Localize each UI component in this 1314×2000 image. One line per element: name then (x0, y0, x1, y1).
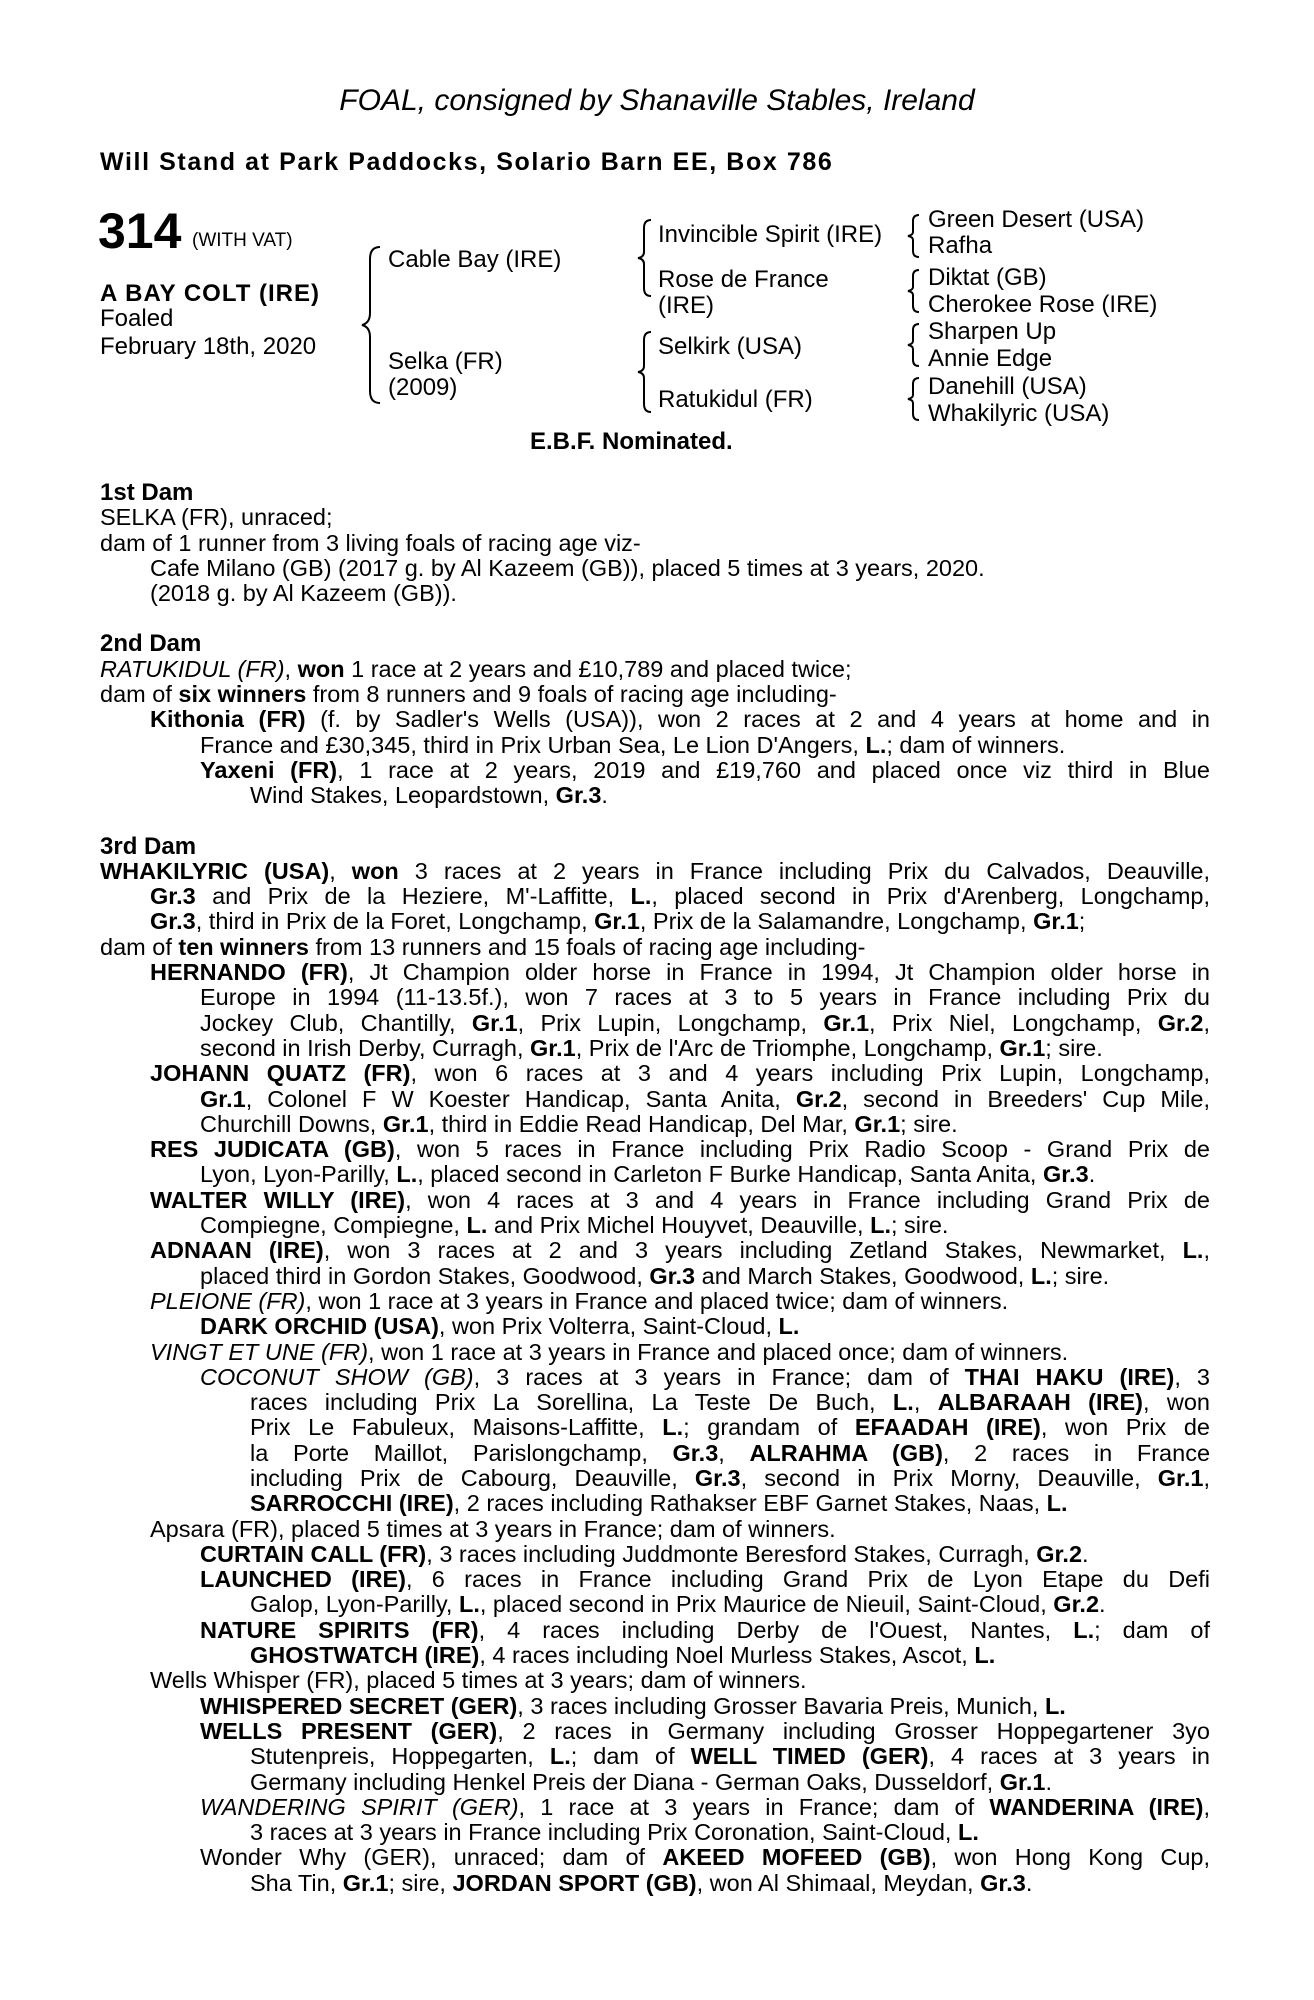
race-grade: Gr.1 (999, 1034, 1046, 1061)
record-text: Jockey Club, Chantilly, (200, 1009, 472, 1036)
record-text: Compiegne, Compiegne, (200, 1212, 467, 1239)
record-line (100, 1137, 1210, 1162)
race-grade: L. (778, 1313, 800, 1340)
record-text: , Prix de l'Arc de Triomphe, Longchamp, (575, 1034, 1000, 1061)
race-grade: Gr.1 (342, 1869, 389, 1896)
record-line (100, 1770, 1210, 1795)
record-text: and Prix Michel Houyvet, Deauville, (487, 1212, 871, 1239)
horse-name: WANDERINA (IRE) (989, 1793, 1204, 1820)
record-text: Germany including Henkel Preis der Diana - German Oaks, Dusseldorf, (250, 1768, 1000, 1795)
record-text: , 3 races including Juddmonte Beresford Stakes, Curragh, (426, 1540, 1037, 1567)
race-grade: Gr.1 (1033, 908, 1079, 935)
horse-name: AKEED MOFEED (GB) (662, 1844, 931, 1871)
horse-name: JORDAN SPORT (GB) (452, 1869, 697, 1896)
record-line (100, 1340, 1210, 1365)
record-text: , placed second in Carleton F Burke Handicap, Santa Anita, (417, 1161, 1043, 1188)
pedigree-dam-dam: Ratukidul (FR) (658, 386, 813, 413)
record-text: la Porte Maillot, Parislongchamp, (250, 1439, 673, 1466)
race-grade: L. (662, 1414, 684, 1441)
pedigree-brace-sire (636, 218, 654, 298)
race-grade: won (297, 655, 345, 682)
record-text: Wonder Why (GER), unraced; dam of (200, 1844, 663, 1871)
record-text: , 2 races including Rathakser EBF Garnet Stakes, Naas, (453, 1490, 1047, 1517)
record-text: including Prix de Cabourg, Deauville, (250, 1464, 695, 1491)
pedigree-sire-sire: Invincible Spirit (IRE) (658, 221, 883, 248)
record-text: ; dam of (1094, 1616, 1210, 1643)
record-line (100, 1795, 1210, 1820)
race-grade: Gr.1 (823, 1009, 870, 1036)
race-grade: L. (870, 1212, 891, 1239)
record-line (100, 960, 1210, 985)
horse-name: WHAKILYRIC (USA) (100, 857, 330, 884)
record-text: , (329, 857, 352, 884)
record-text: , won Hong Kong Cup, (930, 1844, 1210, 1871)
race-grade: Gr.1 (999, 1768, 1046, 1795)
horse-name: ALBARAAH (IRE) (937, 1389, 1144, 1416)
race-grade: L. (1046, 1490, 1068, 1517)
record-text: . (1025, 1869, 1033, 1896)
record-text: ; sire, (388, 1869, 453, 1896)
record-line (100, 1618, 1210, 1643)
record-line (100, 1415, 1210, 1440)
race-grade: won (351, 857, 399, 884)
record-text: placed third in Gordon Stakes, Goodwood, (200, 1262, 650, 1289)
record-line (100, 1694, 1210, 1719)
lot-number: 314 (98, 203, 182, 259)
pedigree-brace-gen3-1 (906, 213, 922, 259)
pedigree-dam-sire: Selkirk (USA) (658, 333, 803, 360)
horse-description: A BAY COLT (IRE) (100, 280, 321, 307)
record-text: 1 race at 2 years and £10,789 and placed twice; (344, 655, 852, 682)
record-text: PLEIONE (FR) (150, 1287, 306, 1314)
section-gap (100, 606, 1210, 631)
record-line (100, 1668, 1210, 1693)
record-line (100, 657, 1210, 682)
record-text: Lyon, Lyon-Parilly, (200, 1161, 397, 1188)
record-text: 3 races at 2 years in France including Prix du Calvados, Deauville, (398, 857, 1211, 884)
record-text: WANDERING SPIRIT (GER) (200, 1793, 519, 1820)
record-text: Galop, Lyon-Parilly, (250, 1591, 459, 1618)
record-text: , Prix de la Salamandre, Longchamp, (639, 908, 1034, 935)
horse-name: SARROCCHI (IRE) (250, 1490, 454, 1517)
record-text: , Jt Champion older horse in France in 1994, Jt Champion older horse in (347, 959, 1211, 986)
record-line (100, 1365, 1210, 1390)
record-line (100, 1188, 1210, 1213)
record-text: ; sire. (900, 1110, 958, 1137)
record-text: Churchill Downs, (200, 1110, 383, 1137)
record-text: dam of 1 runner from 3 living foals of racing age viz- (100, 529, 641, 556)
horse-name: THAI HAKU (IRE) (964, 1363, 1175, 1390)
record-text: , won 3 races at 2 and 3 years including Zetland Stakes, Newmarket, (323, 1237, 1183, 1264)
foaled-label: Foaled (100, 305, 174, 332)
pedigree-gen3-dss: Sharpen Up (928, 318, 1057, 345)
race-grade: Gr.2 (795, 1085, 842, 1112)
horse-name: CURTAIN CALL (FR) (200, 1540, 427, 1567)
record-text: Prix Le Fabuleux, Maisons-Laffitte, (250, 1414, 663, 1441)
record-line (100, 581, 1210, 606)
record-line (100, 531, 1210, 556)
stand-location: Will Stand at Park Paddocks, Solario Barn EE, Box 786 (100, 148, 834, 176)
race-grade: Gr.3 (555, 782, 602, 809)
record-text: , 2 races in Germany including Grosser Hoppegartener 3yo (497, 1717, 1210, 1744)
record-line (100, 758, 1210, 783)
record-text: , 1 race at 2 years, 2019 and £19,760 and placed once viz third in Blue (337, 756, 1210, 783)
record-line (100, 1238, 1210, 1263)
record-text: COCONUT SHOW (GB) (200, 1363, 474, 1390)
record-text: (2018 g. by Al Kazeem (GB)). (150, 580, 457, 607)
race-grade: L. (549, 1743, 571, 1770)
horse-name: WHISPERED SECRET (GER) (200, 1692, 518, 1719)
horse-name: GHOSTWATCH (IRE) (250, 1642, 480, 1669)
record-text: , (1203, 1464, 1210, 1491)
race-grade: L. (630, 883, 652, 910)
horse-name: ALRAHMA (GB) (749, 1439, 943, 1466)
record-line (100, 909, 1210, 934)
record-line (100, 1011, 1210, 1036)
record-text: Sha Tin, (250, 1869, 343, 1896)
pedigree-brace-gen3-3 (906, 322, 922, 368)
dam-heading: 2nd Dam (100, 630, 202, 658)
record-line (100, 884, 1210, 909)
record-text: Europe in 1994 (11-13.5f.), won 7 races at 3 to 5 years in France including Prix du (200, 984, 1210, 1011)
record-line (100, 1820, 1210, 1845)
pedigree-dam: Selka (FR) (388, 348, 503, 375)
record-text: , third in Eddie Read Handicap, Del Mar, (428, 1110, 855, 1137)
race-grade: Gr.3 (1042, 1161, 1089, 1188)
race-grade: Gr.3 (150, 908, 196, 935)
produce-record (100, 480, 1210, 1896)
race-grade: Gr.3 (150, 883, 196, 910)
record-text: , 4 races including Noel Murless Stakes, Ascot, (479, 1642, 975, 1669)
dam-heading: 1st Dam (100, 479, 194, 506)
race-grade: L. (892, 1389, 914, 1416)
record-text: ; dam of winners. (886, 731, 1066, 758)
record-text: Wells Whisper (FR), placed 5 times at 3 years; dam of winners. (150, 1667, 807, 1694)
record-text: . (1082, 1540, 1089, 1567)
pedigree-gen3-sds: Diktat (GB) (928, 264, 1047, 291)
record-text: , placed second in Prix Maurice de Nieuil, Saint-Cloud, (479, 1591, 1054, 1618)
section-gap (100, 809, 1210, 834)
record-line (100, 682, 1210, 707)
record-line (100, 1162, 1210, 1187)
pedigree-gen3-dds: Danehill (USA) (928, 373, 1087, 400)
record-text: ; (1078, 908, 1086, 935)
record-text: . (1088, 1161, 1096, 1188)
race-grade: ten winners (178, 933, 309, 960)
record-text: , (1203, 1237, 1210, 1264)
record-text: Wind Stakes, Leopardstown, (250, 782, 556, 809)
record-line (100, 505, 1210, 530)
pedigree-gen3-sdd: Cherokee Rose (IRE) (928, 291, 1158, 318)
record-text: from 13 runners and 15 foals of racing age including- (308, 933, 866, 960)
record-line (100, 1289, 1210, 1314)
record-text: , (1203, 1009, 1210, 1036)
record-text: , 3 (1174, 1363, 1210, 1390)
record-text: , won (1143, 1389, 1210, 1416)
record-line (100, 1264, 1210, 1289)
race-grade: Gr.3 (980, 1869, 1026, 1896)
record-text: , 1 race at 3 years in France; dam of (518, 1793, 990, 1820)
record-text: , won Al Shimaal, Meydan, (696, 1869, 981, 1896)
record-text: , won Prix de (1040, 1414, 1210, 1441)
record-text: . (1045, 1768, 1052, 1795)
record-text: , (1203, 1793, 1210, 1820)
record-text: , won Prix Volterra, Saint-Cloud, (438, 1313, 779, 1340)
record-text: dam of (100, 933, 179, 960)
record-line (100, 783, 1210, 808)
record-text: , second in Prix Morny, Deauville, (740, 1464, 1158, 1491)
record-text: , 4 races at 3 years in (928, 1743, 1210, 1770)
pedigree-sire: Cable Bay (IRE) (388, 246, 562, 273)
record-text: , 3 races including Grosser Bavaria Preis, Munich, (517, 1692, 1045, 1719)
race-grade: L. (974, 1642, 996, 1669)
record-line (100, 1542, 1210, 1567)
record-text: 3 races at 3 years in France including Prix Coronation, Saint-Cloud, (250, 1819, 958, 1846)
record-text: , third in Prix de la Foret, Longchamp, (195, 908, 595, 935)
dam-heading: 3rd Dam (100, 832, 197, 860)
record-text: second in Irish Derby, Curragh, (200, 1034, 531, 1061)
record-line (100, 859, 1210, 884)
race-grade: Gr.1 (594, 908, 640, 935)
pedigree-gen3-ddd: Whakilyric (USA) (928, 400, 1110, 427)
horse-name: HERNANDO (FR) (150, 959, 348, 986)
ebf-nomination: E.B.F. Nominated. (530, 428, 733, 455)
record-text: , (913, 1389, 938, 1416)
record-text: RATUKIDUL (FR) (100, 655, 285, 682)
race-grade: L. (396, 1161, 418, 1188)
record-text: Stutenpreis, Hoppegarten, (250, 1743, 550, 1770)
record-text: and Prix de la Heziere, M'-Laffitte, (195, 883, 631, 910)
record-line (100, 1213, 1210, 1238)
record-line (100, 1491, 1210, 1516)
record-text: , won 4 races at 3 and 4 years in France including Grand Prix de (405, 1186, 1210, 1213)
pedigree-gen3-dsd: Annie Edge (928, 345, 1053, 372)
record-text: VINGT ET UNE (FR) (150, 1338, 369, 1365)
record-line (100, 733, 1210, 758)
vat-note: (WITH VAT) (192, 230, 293, 251)
record-line (100, 1087, 1210, 1112)
record-text: , 3 races at 3 years in France; dam of (473, 1363, 965, 1390)
pedigree-gen3-sss: Green Desert (USA) (928, 206, 1145, 233)
record-line (100, 1871, 1210, 1896)
race-grade: Gr.3 (649, 1262, 696, 1289)
race-grade: six winners (178, 681, 307, 708)
pedigree-brace-gen1 (360, 245, 384, 405)
record-line (100, 1517, 1210, 1542)
record-text: dam of (100, 681, 179, 708)
record-text: ; sire. (890, 1212, 949, 1239)
record-line (100, 707, 1210, 732)
record-text: ; grandam of (683, 1414, 855, 1441)
consignment-line: FOAL, consigned by Shanaville Stables, Ireland (339, 84, 975, 117)
race-grade: L. (957, 1819, 979, 1846)
record-text: , won 5 races in France including Prix Radio Scoop - Grand Prix de (394, 1136, 1211, 1163)
record-text: , 2 races in France (942, 1439, 1211, 1466)
record-text: , (718, 1439, 750, 1466)
record-text: ; sire. (1051, 1262, 1110, 1289)
record-text: from 8 runners and 9 foals of racing age including- (306, 681, 837, 708)
record-text: (f. by Sadler's Wells (USA)), won 2 races at 2 and 4 years at home and in (305, 706, 1210, 733)
record-text: , placed second in Prix d'Arenberg, Longchamp, (651, 883, 1211, 910)
foaled-date: February 18th, 2020 (100, 333, 317, 360)
race-grade: Gr.2 (1053, 1591, 1100, 1618)
record-text: , 4 races including Derby de l'Ouest, Nantes, (478, 1616, 1074, 1643)
record-line (100, 1719, 1210, 1744)
record-line (100, 1845, 1210, 1870)
record-line (100, 1036, 1210, 1061)
race-grade: Gr.1 (471, 1009, 518, 1036)
record-text: , second in Breeders' Cup Mile, (841, 1085, 1210, 1112)
record-text: , (284, 655, 298, 682)
horse-name: Yaxeni (FR) (200, 756, 338, 783)
race-grade: L. (1030, 1262, 1052, 1289)
horse-name: RES JUDICATA (GB) (150, 1136, 395, 1163)
horse-name: EFAADAH (IRE) (854, 1414, 1041, 1441)
race-grade: L. (1073, 1616, 1095, 1643)
record-text: . (601, 782, 608, 809)
record-text: Cafe Milano (GB) (2017 g. by Al Kazeem (GB)), placed 5 times at 3 years, 2020. (150, 554, 985, 581)
horse-name: WELLS PRESENT (GER) (200, 1717, 498, 1744)
pedigree-dam-year: (2009) (388, 374, 458, 401)
pedigree-gen3-ssd: Rafha (928, 232, 993, 259)
race-grade: Gr.1 (382, 1110, 429, 1137)
record-text: ; sire. (1045, 1034, 1103, 1061)
record-text: , won 1 race at 3 years in France and placed twice; dam of winners. (305, 1287, 1009, 1314)
record-text: , won 6 races at 3 and 4 years including Prix Lupin, Longchamp, (410, 1060, 1210, 1087)
record-text: , Prix Niel, Longchamp, (869, 1009, 1158, 1036)
record-text: SELKA (FR), unraced; (100, 504, 333, 531)
horse-name: NATURE SPIRITS (FR) (200, 1616, 479, 1643)
record-text: races including Prix La Sorellina, La Teste De Buch, (250, 1389, 893, 1416)
horse-name: WALTER WILLY (IRE) (150, 1186, 406, 1213)
record-text: , Prix Lupin, Longchamp, (517, 1009, 824, 1036)
record-line (100, 1112, 1210, 1137)
horse-name: LAUNCHED (IRE) (200, 1566, 406, 1593)
record-line (100, 1643, 1210, 1668)
record-line (100, 1390, 1210, 1415)
record-text: ; dam of (570, 1743, 691, 1770)
horse-name: ADNAAN (IRE) (150, 1237, 324, 1264)
record-text: , Colonel F W Koester Handicap, Santa Anita, (245, 1085, 796, 1112)
horse-name: DARK ORCHID (USA) (200, 1313, 439, 1340)
pedigree-sire-dam-country: (IRE) (658, 292, 714, 319)
race-grade: Gr.1 (200, 1085, 246, 1112)
race-grade: Gr.3 (672, 1439, 719, 1466)
record-line (100, 1567, 1210, 1592)
record-text: , 6 races in France including Grand Prix de Lyon Etape du Defi (405, 1566, 1210, 1593)
record-text: France and £30,345, third in Prix Urban Sea, Le Lion D'Angers, (200, 731, 866, 758)
record-text: and March Stakes, Goodwood, (695, 1262, 1031, 1289)
race-grade: Gr.1 (854, 1110, 901, 1137)
record-line (100, 1466, 1210, 1491)
horse-name: JOHANN QUATZ (FR) (150, 1060, 411, 1087)
pedigree-sire-dam: Rose de France (658, 266, 829, 293)
record-line (100, 556, 1210, 581)
horse-name: Kithonia (FR) (150, 706, 306, 733)
record-line (100, 935, 1210, 960)
pedigree-brace-dam (636, 330, 654, 414)
record-text: . (1099, 1591, 1106, 1618)
record-line (100, 1061, 1210, 1086)
record-line (100, 1441, 1210, 1466)
race-grade: Gr.2 (1157, 1009, 1204, 1036)
record-line (100, 985, 1210, 1010)
race-grade: L. (458, 1591, 480, 1618)
horse-name: WELL TIMED (GER) (690, 1743, 929, 1770)
record-text: , won 1 race at 3 years in France and placed once; dam of winners. (368, 1338, 1069, 1365)
record-line (100, 1592, 1210, 1617)
pedigree-brace-gen3-4 (906, 376, 922, 422)
race-grade: Gr.1 (1157, 1464, 1204, 1491)
record-line (100, 1744, 1210, 1769)
race-grade: Gr.3 (694, 1464, 741, 1491)
race-grade: Gr.1 (530, 1034, 576, 1061)
race-grade: L. (865, 731, 887, 758)
race-grade: L. (1182, 1237, 1204, 1264)
record-line (100, 1314, 1210, 1339)
race-grade: Gr.2 (1036, 1540, 1083, 1567)
race-grade: L. (1044, 1692, 1066, 1719)
race-grade: L. (466, 1212, 488, 1239)
pedigree-brace-gen3-2 (906, 268, 922, 314)
record-text: Apsara (FR), placed 5 times at 3 years in France; dam of winners. (150, 1515, 836, 1542)
